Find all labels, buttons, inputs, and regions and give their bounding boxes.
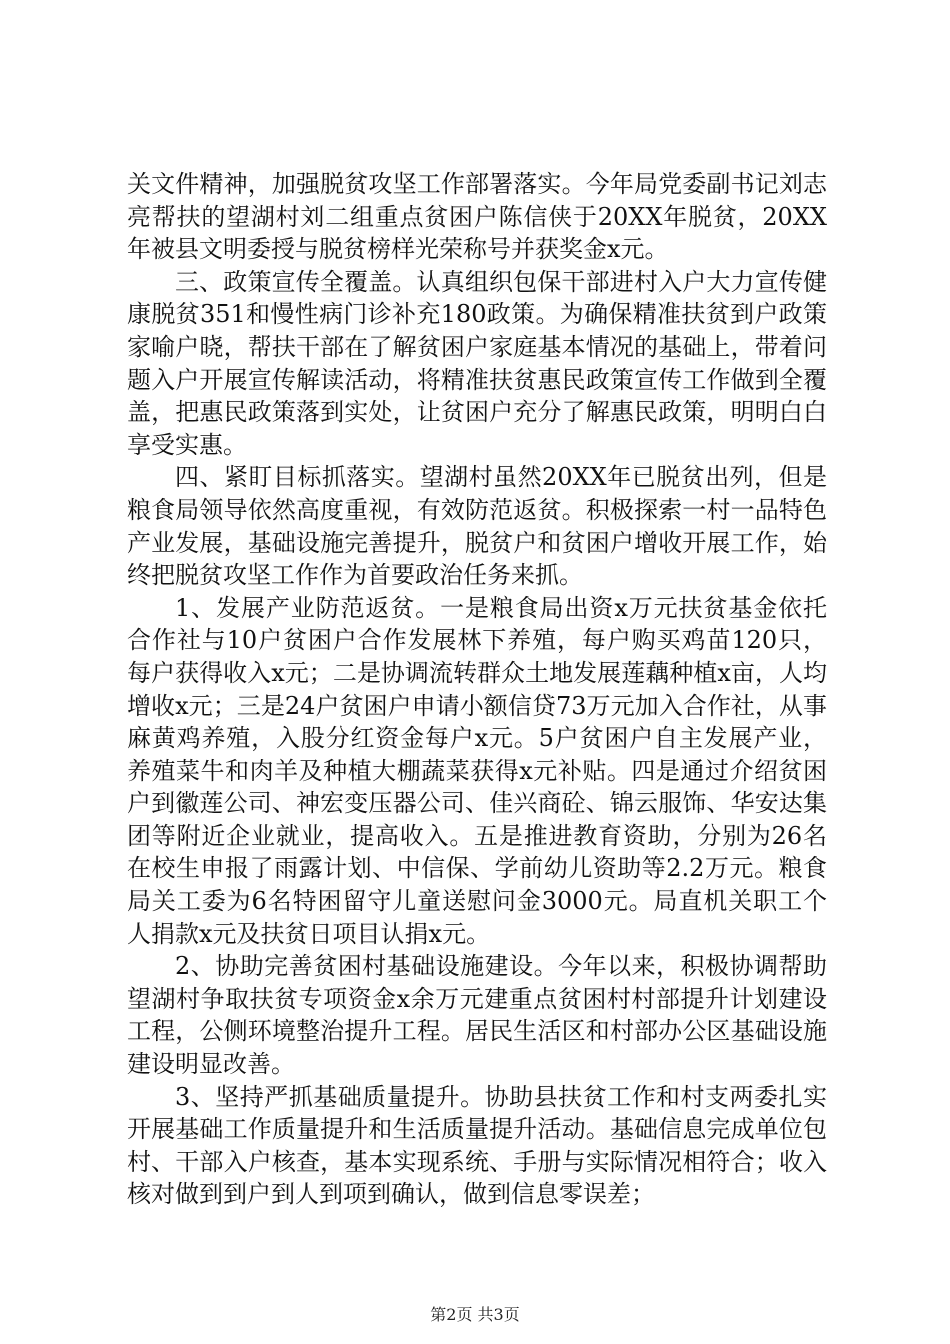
paragraph-infrastructure: 2、协助完善贫困村基础设施建设。今年以来，积极协调帮助望湖村争取扶贫专项资金x余万元建重点贫困村村部提升计划建设工程，公侧环境整治提升工程。居民生活区和村部办公区基础设施建设明显改善。 — [127, 952, 827, 1079]
paragraph-continuation: 关文件精神，加强脱贫攻坚工作部署落实。今年局党委副书记刘志亮帮扶的望湖村刘二组重点贫困户陈信侠于20XX年脱贫，20XX年被县文明委授与脱贫榜样光荣称号并获奖金x元。 — [127, 170, 827, 264]
paragraph-industry-development: 1、发展产业防范返贫。一是粮食局出资x万元扶贫基金依托合作社与10户贫困户合作发展林下养殖，每户购买鸡苗120只，每户获得收入x元；二是协调流转群众土地发展莲藕种植x亩，人均增收x元；三是24户贫困户申请小额信贷73万元加入合作社，从事麻黄鸡养殖，入股分红资金每户x元。5户贫困户自主发展产业，养殖菜牛和肉羊及种植大棚蔬菜获得x元补贴。四是通过介绍贫困户到徽莲公司、神宏变压器公司、佳兴商砼、锦云服饰、华安达集团等附近企业就业，提高收入。五是推进教育资助，分别为26名在校生申报了雨露计划、中信保、学前幼儿资助等2.2万元。粮食局关工委为6名特困留守儿童送慰问金3000元。局直机关职工个人捐款x元及扶贫日项目认捐x元。 — [127, 593, 827, 948]
paragraph-target-implementation: 四、紧盯目标抓落实。望湖村虽然20XX年已脱贫出列，但是粮食局领导依然高度重视，有效防范返贫。积极探索一村一品特色产业发展，基础设施完善提升，脱贫户和贫困户增收开展工作，始终把脱贫攻坚工作作为首要政治任务来抓。 — [127, 463, 827, 590]
paragraph-quality-improvement: 3、坚持严抓基础质量提升。协助县扶贫工作和村支两委扎实开展基础工作质量提升和生活质量提升活动。基础信息完成单位包村、干部入户核查，基本实现系统、手册与实际情况相符合；收入核对做到到户到人到项到确认，做到信息零误差； — [127, 1082, 827, 1209]
document-body — [127, 168, 827, 1211]
page-footer: 第2页 共3页 — [430, 1305, 520, 1324]
paragraph-policy-publicity: 三、政策宣传全覆盖。认真组织包保干部进村入户大力宣传健康脱贫351和慢性病门诊补充180政策。为确保精准扶贫到户政策家喻户晓，帮扶干部在了解贫困户家庭基本情况的基础上，带着问题入户开展宣传解读活动，将精准扶贫惠民政策宣传工作做到全覆盖，把惠民政策落到实处，让贫困户充分了解惠民政策，明明白白享受实惠。 — [127, 267, 827, 459]
